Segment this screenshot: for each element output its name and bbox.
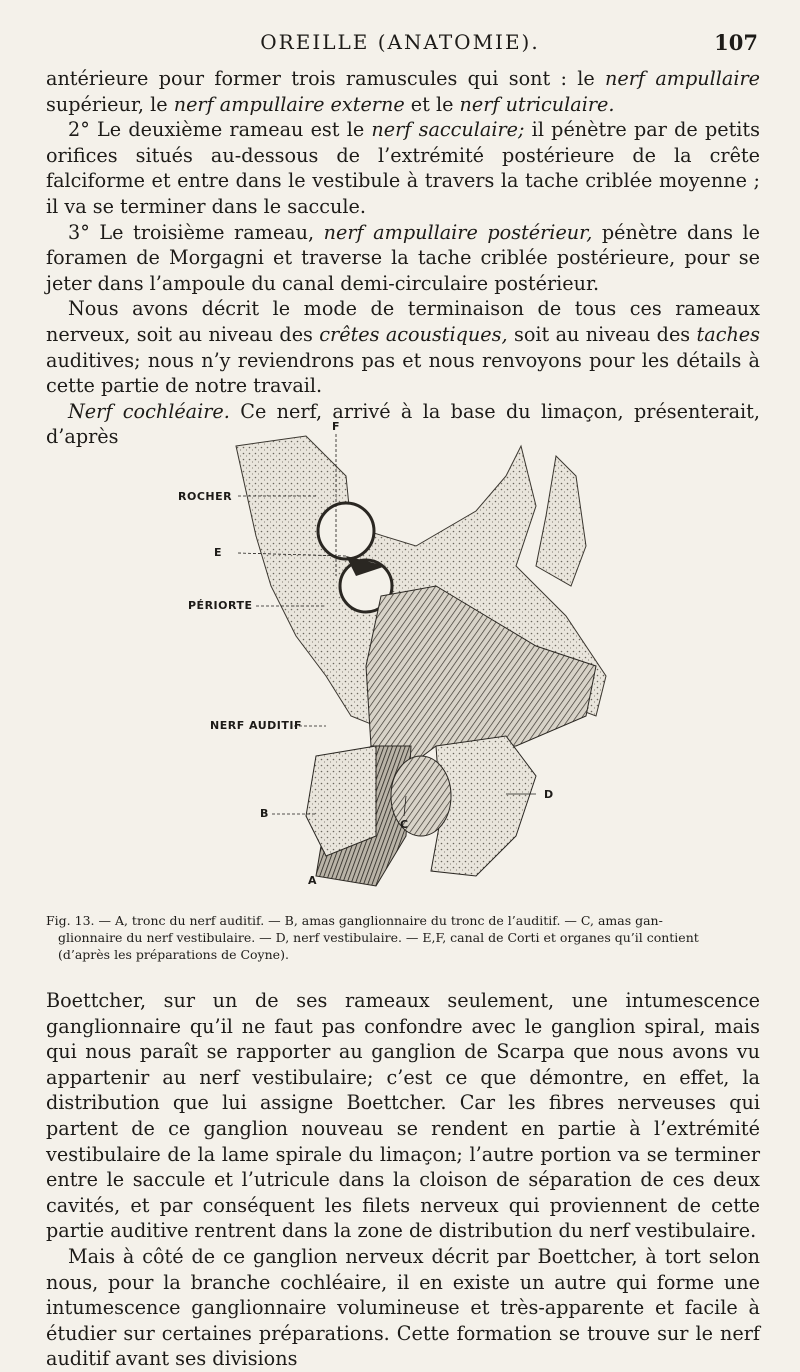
label-f: F: [332, 420, 341, 433]
paragraph: 2° Le deuxième rameau est le nerf sacculaire; il pénètre par de petits orifices situés au-dessous de l’extrémité postérieure de la crête falciforme et entre dans le vestibule à travers la tache criblée moyenne ; il va se terminer dans le saccule.: [46, 118, 760, 218]
running-head: OREILLE (ANATOMIE).: [260, 30, 540, 54]
label-c: C: [400, 818, 409, 831]
top-text-block: [46, 66, 760, 450]
bottom-text-block: [46, 988, 760, 1372]
caption-line: Fig. 13. — A, tronc du nerf auditif. — B, amas ganglionnaire du tronc de l’auditif. — C, amas gan-: [46, 913, 663, 928]
anatomical-figure: [176, 416, 616, 904]
paragraph: antérieure pour former trois ramuscules qui sont : le nerf ampullaire supérieur, le nerf ampullaire externe et le nerf utriculaire.: [46, 67, 760, 116]
label-periorte: PÉRIORTE: [188, 599, 253, 612]
figure-drawing: [176, 416, 616, 904]
label-b: B: [260, 807, 269, 820]
caption-line: (d’après les préparations de Coyne).: [58, 947, 289, 962]
label-e: E: [214, 546, 223, 559]
caption-line: glionnaire du nerf vestibulaire. — D, nerf vestibulaire. — E,F, canal de Corti et organes qu’il contient: [58, 930, 699, 945]
paragraph: Boettcher, sur un de ses rameaux seulement, une intumescence ganglionnaire qu’il ne faut pas confondre avec le ganglion spiral, mais qui nous paraît se rapporter au ganglion de Scarpa que nous avons vu appartenir au nerf vestibulaire; c’est ce que démontre, en effet, la distribution que lui assigne Boettcher. Car les fibres nerveuses qui partent de ce ganglion nouveau se rendent en partie à l’extrémité vestibulaire de la lame spirale du limaçon; l’autre portion va se terminer entre le saccule et l’utricule dans la cloison de séparation de ces deux cavités, et par conséquent les filets nerveux qui proviennent de cette partie auditive rentrent dans la zone de distribution du nerf vestibulaire.: [46, 989, 760, 1243]
label-rocher: ROCHER: [178, 490, 233, 503]
paragraph: Mais à côté de ce ganglion nerveux décrit par Boettcher, à tort selon nous, pour la branche cochléaire, il en existe un autre qui forme une intumescence ganglionnaire volumineuse et très-apparente et facile à étudier sur certaines préparations. Cette formation se trouve sur le nerf auditif avant ses divisions: [46, 1244, 760, 1371]
paragraph: 3° Le troisième rameau, nerf ampullaire postérieur, pénètre dans le foramen de Morgagni et traverse la tache criblée postérieure, pour se jeter dans l’ampoule du canal demi-circulaire postérieur.: [46, 220, 761, 295]
paragraph: Nous avons décrit le mode de terminaison de tous ces rameaux nerveux, soit au niveau des crêtes acoustiques, soit au niveau des taches auditives; nous n’y reviendrons pas et nous renvoyons pour les détails à cette partie de notre travail.: [46, 297, 761, 398]
page-number: 107: [714, 30, 758, 55]
label-a: A: [308, 874, 318, 887]
label-nerf-auditif: NERF AUDITIF: [210, 719, 302, 732]
figure-caption: [46, 912, 760, 963]
label-d: D: [544, 788, 554, 801]
paragraph: Nerf cochléaire. Ce nerf, arrivé à la base du limaçon, présenterait, d’après: [46, 399, 760, 449]
page-header: [40, 30, 760, 60]
